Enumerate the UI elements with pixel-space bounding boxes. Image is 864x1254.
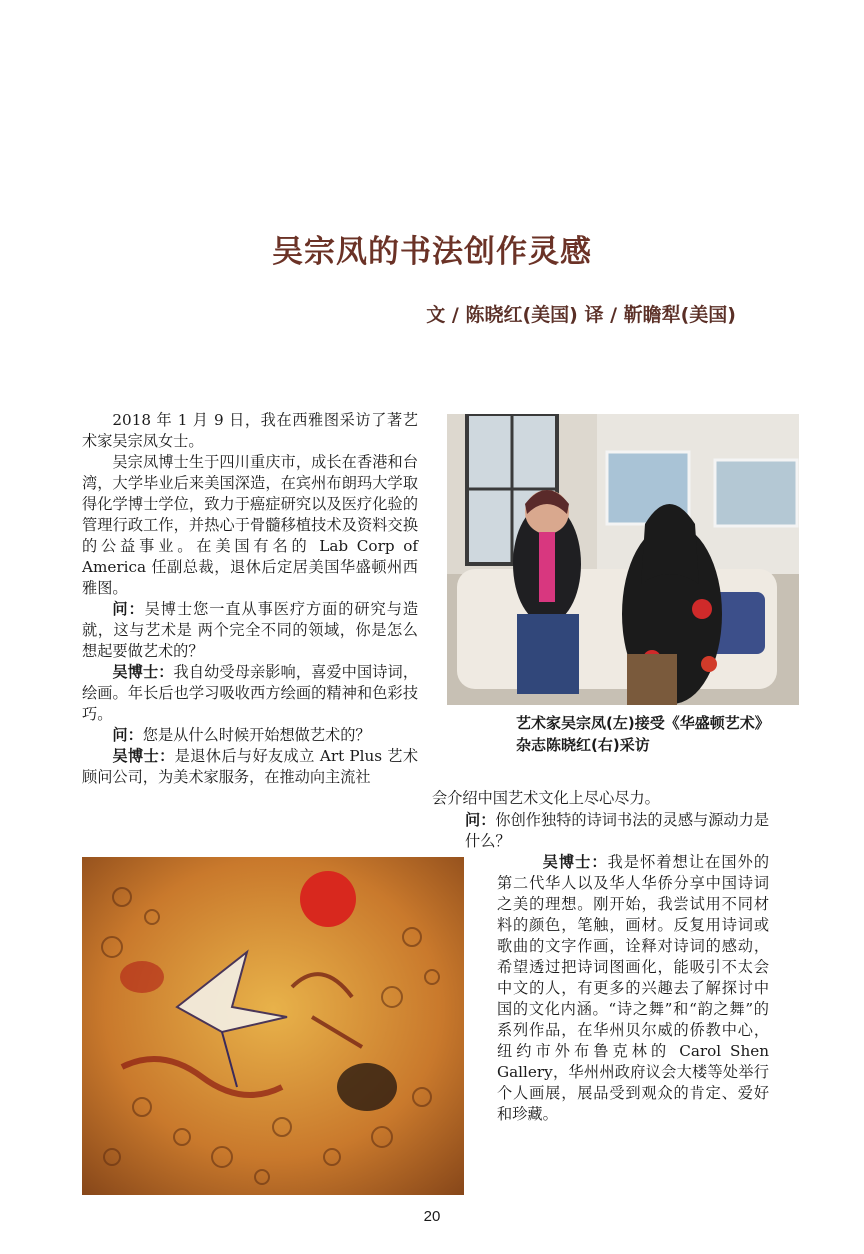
question-text: 吴博士您一直从事医疗方面的研究与造就，这与艺术是 两个完全不同的领域，你是怎么想起要做艺术的？ xyxy=(82,600,419,660)
answer-label: 吴博士： xyxy=(112,663,174,681)
paragraph-intro: 2018 年 1 月 9 日，我在西雅图采访了著艺术家吴宗凤女士。 xyxy=(82,411,418,450)
left-column-text xyxy=(82,410,418,788)
photo-caption xyxy=(516,712,846,756)
question-label: 问： xyxy=(112,600,145,618)
answer-2 xyxy=(82,746,418,788)
answer-1 xyxy=(82,662,418,725)
calligraphy-painting xyxy=(82,857,464,1195)
interview-photo xyxy=(447,414,799,705)
question-label: 问： xyxy=(465,811,496,829)
right-column-text xyxy=(465,810,770,1125)
caption-line-2: 杂志陈晓红(右)采访 xyxy=(516,736,650,754)
calligraphy-painting-image xyxy=(82,857,464,1195)
paragraph-biography: 吴宗凤博士生于四川重庆市，成长在香港和台湾，大学毕业后来美国深造，在宾州布朗玛大学取得化学博士学位，致力于癌症研究以及医疗化验的管理行政工作，并热心于骨髓移植技术及资料交换的公益事业。在美国有名的 Lab Corp of America 任副总裁，退休后定居美国华盛顿州西雅图。 xyxy=(82,453,418,597)
answer-label: 吴博士： xyxy=(542,853,608,871)
answer-2-continuation xyxy=(432,788,768,809)
question-text: 您是从什么时候开始想做艺术的？ xyxy=(142,726,371,744)
answer-label: 吴博士： xyxy=(112,747,175,765)
question-text: 你创作独特的诗词书法的灵感与源动力是什么？ xyxy=(465,811,770,850)
caption-line-1: 艺术家吴宗凤(左)接受《华盛顿艺术》 xyxy=(516,714,770,732)
article-title: 吴宗凤的书法创作灵感 xyxy=(272,234,592,270)
answer-3 xyxy=(497,852,769,1125)
answer-text: 我是怀着想让在国外的第二代华人以及华人华侨分享中国诗词之美的理想。刚开始，我尝试用不同材料的颜色，笔触，画材。反复用诗词或歌曲的文字作画，诠释对诗词的感动，希望透过把诗词图画化，能吸引不太会中文的人，有更多的兴趣去了解探讨中国的文化内涵。“诗之舞”和“韵之舞”的系列作品，在华州贝尔威的侨教中心，纽约市外布鲁克林的 Carol Shen Gallery，华州州政府议会大楼等处举行个人画展，展品受到观众的肯定、爱好和珍藏。 xyxy=(497,853,770,1123)
question-3 xyxy=(465,810,769,852)
question-2 xyxy=(82,725,418,746)
article-byline: 文 / 陈晓红(美国) 译 / 靳瞻犁(美国) xyxy=(426,304,736,326)
interview-photo-image xyxy=(447,414,799,705)
question-label: 问： xyxy=(112,726,143,744)
page-number: 20 xyxy=(423,1208,441,1225)
answer-text: 是退休后与好友成立 Art Plus 艺术顾问公司，为美术家服务，在推动向主流社 xyxy=(82,747,419,786)
question-1 xyxy=(82,599,418,662)
answer-continuation-text: 会介绍中国艺术文化上尽心尽力。 xyxy=(432,789,660,807)
answer-text: 我自幼受母亲影响，喜爱中国诗词，绘画。年长后也学习吸收西方绘画的精神和色彩技巧。 xyxy=(82,663,419,723)
